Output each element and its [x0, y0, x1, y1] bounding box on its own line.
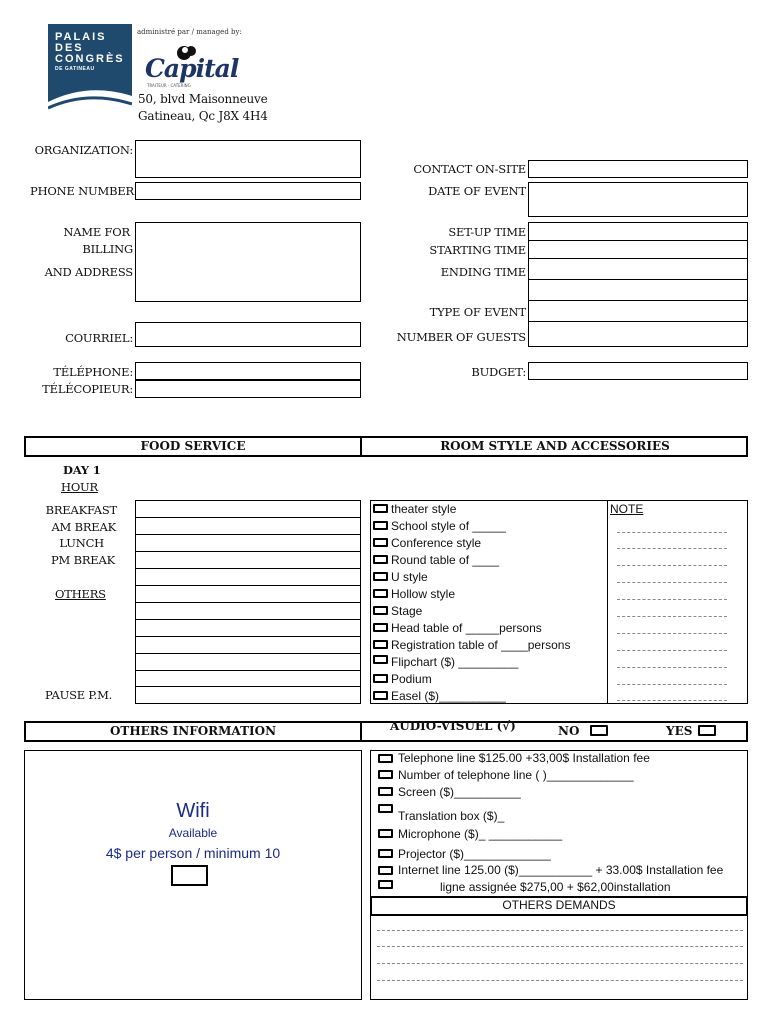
logo-text: PALAIS DES CONGRÈS DE GATINEAU — [55, 31, 125, 72]
budget-field[interactable] — [528, 362, 748, 380]
note-line — [617, 532, 727, 533]
food-slot[interactable] — [135, 602, 361, 620]
food-service-grid — [135, 500, 361, 704]
day-label: DAY 1 — [63, 463, 101, 477]
palais-logo — [48, 24, 132, 114]
logo-wave-icon — [48, 24, 132, 114]
room-item-2-label: Conference style — [391, 536, 482, 550]
av-screen-label: Screen ($)__________ — [398, 785, 521, 799]
food-slot[interactable] — [135, 517, 361, 535]
room-item-7-label: Head table of _____persons — [391, 621, 542, 635]
phone-number-field[interactable] — [135, 182, 361, 200]
ending-time-field[interactable] — [528, 258, 748, 280]
address-line1: 50, blvd Maisonneuve — [138, 92, 268, 106]
meal-am-break-label: AM BREAK — [51, 520, 116, 534]
address-line2: Gatineau, Qc J8X 4H4 — [138, 109, 268, 123]
note-line — [617, 599, 727, 600]
billing-address-field[interactable] — [135, 222, 361, 302]
capital-tagline: TRAITEUR · CATERING — [147, 83, 191, 88]
note-line — [617, 667, 727, 668]
phone-number-label: PHONE NUMBER — [30, 184, 134, 198]
note-line — [617, 633, 727, 634]
billing-label: BILLING — [82, 242, 133, 256]
av-assigned-line-label: ligne assignée $275,00 + $62,00installation — [440, 880, 671, 894]
note-line — [617, 700, 727, 701]
room-item-5-checkbox[interactable] — [373, 589, 388, 598]
others-info-header: OTHERS INFORMATION — [109, 724, 277, 738]
av-phone-count-checkbox[interactable] — [378, 770, 393, 779]
room-item-0-label: theater style — [391, 502, 457, 516]
note-line — [617, 582, 727, 583]
note-line — [617, 548, 727, 549]
av-screen-checkbox[interactable] — [378, 787, 393, 796]
courriel-label: COURRIEL: — [65, 331, 133, 345]
food-slot[interactable] — [135, 670, 361, 687]
audio-no-checkbox[interactable] — [590, 725, 608, 736]
av-projector-checkbox[interactable] — [378, 849, 393, 858]
contact-on-site-field[interactable] — [528, 160, 748, 178]
budget-label: BUDGET: — [471, 365, 526, 379]
telephone-label: TÉLÉPHONE: — [53, 365, 133, 379]
note-label: NOTE — [610, 502, 644, 516]
note-line — [617, 616, 727, 617]
wifi-available: Available — [168, 826, 218, 840]
demand-line — [377, 946, 743, 947]
room-item-6-label: Stage — [391, 604, 423, 618]
food-slot[interactable] — [135, 636, 361, 654]
room-item-4-checkbox[interactable] — [373, 572, 388, 581]
room-item-8-checkbox[interactable] — [373, 640, 388, 649]
date-of-event-label: DATE OF EVENT — [428, 184, 526, 198]
room-item-7-checkbox[interactable] — [373, 623, 388, 632]
telecopieur-field[interactable] — [135, 380, 361, 398]
room-style-header: ROOM STYLE AND ACCESSORIES — [440, 439, 670, 453]
wifi-checkbox[interactable] — [171, 865, 208, 886]
meal-lunch-label: LUNCH — [59, 536, 104, 550]
number-of-guests-field[interactable] — [528, 321, 748, 347]
ending-time-label: ENDING TIME — [440, 265, 526, 279]
room-item-6-checkbox[interactable] — [373, 606, 388, 615]
room-item-4-label: U style — [391, 570, 428, 584]
contact-on-site-label: CONTACT ON-SITE — [413, 162, 526, 176]
room-item-11-checkbox[interactable] — [373, 691, 388, 700]
audio-no-label: NO — [558, 724, 580, 738]
audio-yes-checkbox[interactable] — [698, 725, 716, 736]
av-projector-label: Projector ($)_____________ — [398, 847, 551, 861]
room-item-9-label: Flipchart ($) _________ — [391, 655, 519, 669]
starting-time-label: STARTING TIME — [429, 243, 526, 257]
telephone-field[interactable] — [135, 362, 361, 380]
food-slot[interactable] — [135, 551, 361, 569]
food-slot[interactable] — [135, 534, 361, 552]
setup-time-label: SET-UP TIME — [448, 225, 526, 239]
and-address-label: AND ADDRESS — [44, 265, 133, 279]
food-slot[interactable] — [135, 585, 361, 603]
name-for-label: NAME FOR — [63, 225, 130, 239]
room-item-11-label: Easel ($)__________ — [391, 689, 506, 703]
av-internet-label: Internet line 125.00 ($)___________ + 33.00$ Installation fee — [398, 863, 724, 877]
room-item-1-checkbox[interactable] — [373, 521, 388, 530]
av-translation-label: Translation box ($)_ — [398, 809, 505, 823]
audio-visual-header: AUDIO-VISUEL (√) — [390, 719, 516, 733]
type-of-event-field[interactable] — [528, 300, 748, 322]
av-microphone-label: Microphone ($)_ ___________ — [398, 827, 563, 841]
room-item-9-checkbox[interactable] — [373, 655, 388, 664]
room-item-3-label: Round table of ____ — [391, 553, 500, 567]
room-item-0-checkbox[interactable] — [373, 504, 388, 513]
room-item-8-label: Registration table of ____persons — [391, 638, 571, 652]
wifi-title: Wifi — [176, 800, 210, 822]
organization-label: ORGANIZATION: — [34, 143, 133, 157]
av-phone-count-label: Number of telephone line ( )_____________ — [398, 768, 634, 782]
av-internet-checkbox[interactable] — [378, 866, 393, 875]
room-item-10-label: Podium — [391, 672, 432, 686]
setup-time-field[interactable] — [528, 222, 748, 241]
av-translation-checkbox[interactable] — [378, 804, 393, 813]
capital-word: Capital — [145, 54, 239, 83]
type-of-event-label: TYPE OF EVENT — [429, 305, 526, 319]
av-microphone-checkbox[interactable] — [378, 829, 393, 838]
demand-line — [377, 963, 743, 964]
wifi-price: 4$ per person / minimum 10 — [105, 845, 281, 861]
others-demands-label: OTHERS DEMANDS — [502, 898, 616, 912]
room-item-3-checkbox[interactable] — [373, 555, 388, 564]
av-telephone-label: Telephone line $125.00 +33,00$ Installation fee — [398, 751, 650, 765]
managed-by-label: administré par / managed by: — [137, 28, 242, 36]
starting-time-field[interactable] — [528, 240, 748, 259]
note-line — [617, 684, 727, 685]
capital-logo — [143, 42, 239, 92]
demand-line — [377, 980, 743, 981]
hour-label: HOUR — [61, 480, 99, 494]
meal-breakfast-label: BREAKFAST — [45, 503, 117, 517]
extra-time-field[interactable] — [528, 279, 748, 301]
food-slot[interactable] — [135, 568, 361, 586]
audio-yes-label: YES — [666, 724, 693, 738]
number-of-guests-label: NUMBER OF GUESTS — [396, 330, 526, 344]
pause-pm-label: PAUSE P.M. — [45, 688, 113, 702]
room-item-1-label: School style of _____ — [391, 519, 506, 533]
food-service-header: FOOD SERVICE — [140, 439, 246, 453]
note-divider — [607, 500, 608, 704]
telecopieur-label: TÉLÉCOPIEUR: — [42, 382, 133, 396]
others-label: OTHERS — [55, 587, 106, 601]
av-assigned-line-checkbox[interactable] — [378, 880, 393, 889]
food-slot[interactable] — [135, 619, 361, 637]
food-slot[interactable] — [135, 653, 361, 671]
courriel-field[interactable] — [135, 322, 361, 347]
date-of-event-field[interactable] — [528, 182, 748, 217]
food-slot[interactable] — [135, 500, 361, 518]
note-line — [617, 650, 727, 651]
room-item-2-checkbox[interactable] — [373, 538, 388, 547]
meal-pm-break-label: PM BREAK — [51, 553, 115, 567]
room-item-10-checkbox[interactable] — [373, 674, 388, 683]
room-item-5-label: Hollow style — [391, 587, 456, 601]
note-line — [617, 565, 727, 566]
organization-field[interactable] — [135, 140, 361, 178]
av-telephone-checkbox[interactable] — [378, 754, 393, 763]
food-slot[interactable] — [135, 686, 361, 704]
demand-line — [377, 930, 743, 931]
